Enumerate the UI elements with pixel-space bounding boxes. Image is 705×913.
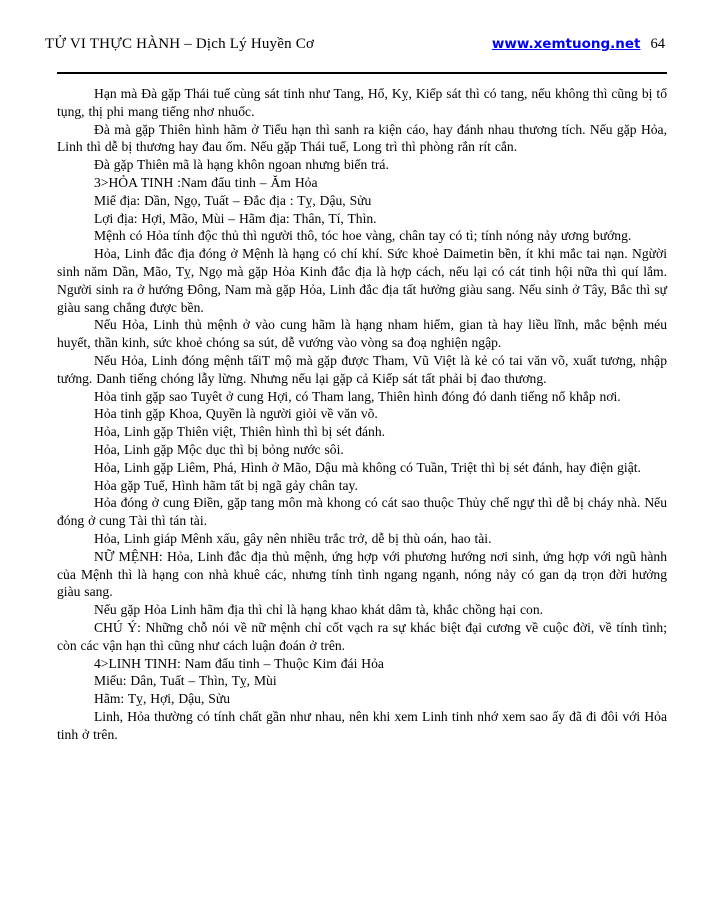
- paragraph: Hỏa, Linh giáp Mênh xấu, gây nên nhiều trắc trở, dễ bị thù oán, hao tài.: [94, 530, 492, 546]
- paragraph: Nếu Hỏa, Linh thủ mệnh ở vào cung hãm là hạng nham hiểm, gian tà hay liều lĩnh, mắc bệnh méu huyết, thần kinh, sức khoẻ chóng sa sút, dễ vướng vào vòng sa đoạ nghiện ngập.: [57, 317, 667, 351]
- paragraph: Hỏa đóng ở cung Điền, gặp tang môn mà khong có cát sao thuộc Thủy chế ngự thì dễ bị cháy nhà. Nếu đóng ở cung Tài thì tán tài.: [57, 495, 667, 529]
- website-link[interactable]: www.xemtuong.net: [491, 36, 641, 52]
- paragraph: Miế địa: Dần, Ngọ, Tuất – Đắc địa : Tỵ, Dậu, Sửu: [94, 192, 372, 208]
- paragraph: Đà gặp Thiên mã là hạng khôn ngoan nhưng biến trá.: [94, 157, 389, 173]
- paragraph: Hỏa, Linh gặp Liêm, Phá, Hình ở Mão, Dậu mà không có Tuần, Triệt thì bị sét đánh, hay điện giật.: [94, 459, 641, 475]
- paragraph: 3>HỎA TINH :Nam đẩu tinh – Ăm Hỏa: [94, 174, 318, 190]
- page-header: [45, 36, 665, 53]
- paragraph: Hãm: Tỵ, Hợi, Dậu, Sửu: [94, 691, 230, 707]
- header-right: [492, 36, 665, 53]
- book-title: TỬ VI THỰC HÀNH – Dịch Lý Huyền Cơ: [45, 36, 315, 52]
- paragraph: CHÚ Ý: Những chỗ nói về nữ mệnh chỉ cốt vạch ra sự khác biệt đại cương về cuộc đời, về tính tình; còn các vận hạn thì cũng như cách luận đoán ở trên.: [57, 619, 667, 653]
- paragraph: Miếu: Dân, Tuất – Thìn, Tỵ, Mùi: [94, 673, 277, 689]
- paragraph: Mệnh có Hỏa tính độc thủ thì người thô, tóc hoe vàng, chân tay có tì; tính nóng nảy ương bướng.: [94, 228, 632, 244]
- paragraph: Hỏa, Linh đắc địa đóng ở Mệnh là hạng có chí khí. Sức khoẻ Daimetin bền, ít khi mắc tai nạn. Ngừời sinh năm Dần, Mão, Tỵ, Ngọ mà gặp Hỏa Kinh đắc địa là hợp cách, nếu lại có cát tinh hội nữa thì quí lắm. Người sinh ra ở hướng Đông, Nam mà gặp Hỏa, Linh đắc địa tất hưởng giàu sang. Nếu sinh ở Tây, Bắc thì sự giàu sang chẳng được bền.: [57, 246, 667, 315]
- paragraph: Hỏa, Linh gặp Mộc dục thì bị bỏng nước sôi.: [94, 441, 344, 457]
- paragraph: Hỏa, Linh gặp Thiên việt, Thiên hình thì bị sét đánh.: [94, 424, 386, 440]
- paragraph: Nếu gặp Hỏa Linh hãm địa thì chỉ là hạng khao khát dâm tà, khắc chồng hại con.: [94, 602, 544, 618]
- document-body: [57, 85, 667, 743]
- paragraph: Linh, Hỏa thường có tính chất gần như nhau, nên khi xem Linh tinh nhớ xem sao ấy đã đi đôi với Hỏa tinh ở trên.: [57, 708, 667, 742]
- page-number: 64: [650, 36, 665, 52]
- paragraph: Hỏa tinh gặp sao Tuyêt ở cung Hợi, có Tham lang, Thiên hình đóng đó danh tiếng nổ khắp nơi.: [94, 388, 621, 404]
- paragraph: Hạn mà Đà gặp Thái tuế cùng sát tinh như Tang, Hổ, Kỵ, Kiếp sát thì có tang, nếu không thì cũng bị tố tụng, thị phi mang tiếng nhơ nhuốc.: [57, 86, 667, 119]
- paragraph: NỮ MỆNH: Hỏa, Linh đắc địa thủ mệnh, ứng hợp với phương hướng nơi sinh, ứng hợp với ngũ hành của Mệnh thì là hạng con nhà khuê các, nhưng tính tình ngang ngạnh, nóng nảy có gan dạ trọn đời hưởng giàu sang.: [57, 548, 667, 600]
- paragraph: Lợi địa: Hợi, Mão, Mùi – Hãm địa: Thân, Tí, Thìn.: [94, 210, 377, 226]
- paragraph: Hỏa gặp Tuế, Hình hãm tất bị ngã gảy chân tay.: [94, 477, 358, 493]
- header-divider: [57, 72, 667, 74]
- paragraph: Hỏa tinh gặp Khoa, Quyền là người giỏi về văn võ.: [94, 406, 378, 422]
- paragraph: 4>LINH TINH: Nam đẩu tinh – Thuộc Kim đái Hỏa: [94, 655, 384, 671]
- paragraph: Đà mà gặp Thiên hình hãm ở Tiểu hạn thì sanh ra kiện cáo, hay đánh nhau thương tích. Nếu gặp Hỏa, Linh thì dễ bị thương hay đau ốm. Nếu gặp Thái tuế, Long trì thì phòng rắn rít cắn.: [57, 121, 667, 155]
- paragraph: Nếu Hỏa, Linh đóng mệnh tấiT mộ mà gặp được Tham, Vũ Việt là kẻ có tai văn võ, xuất tương, nhập tướng. Danh tiếng chóng lẫy lừng. Nhưng nếu lại gặp cả Kiếp sát tất phải bị đao thương.: [57, 352, 667, 386]
